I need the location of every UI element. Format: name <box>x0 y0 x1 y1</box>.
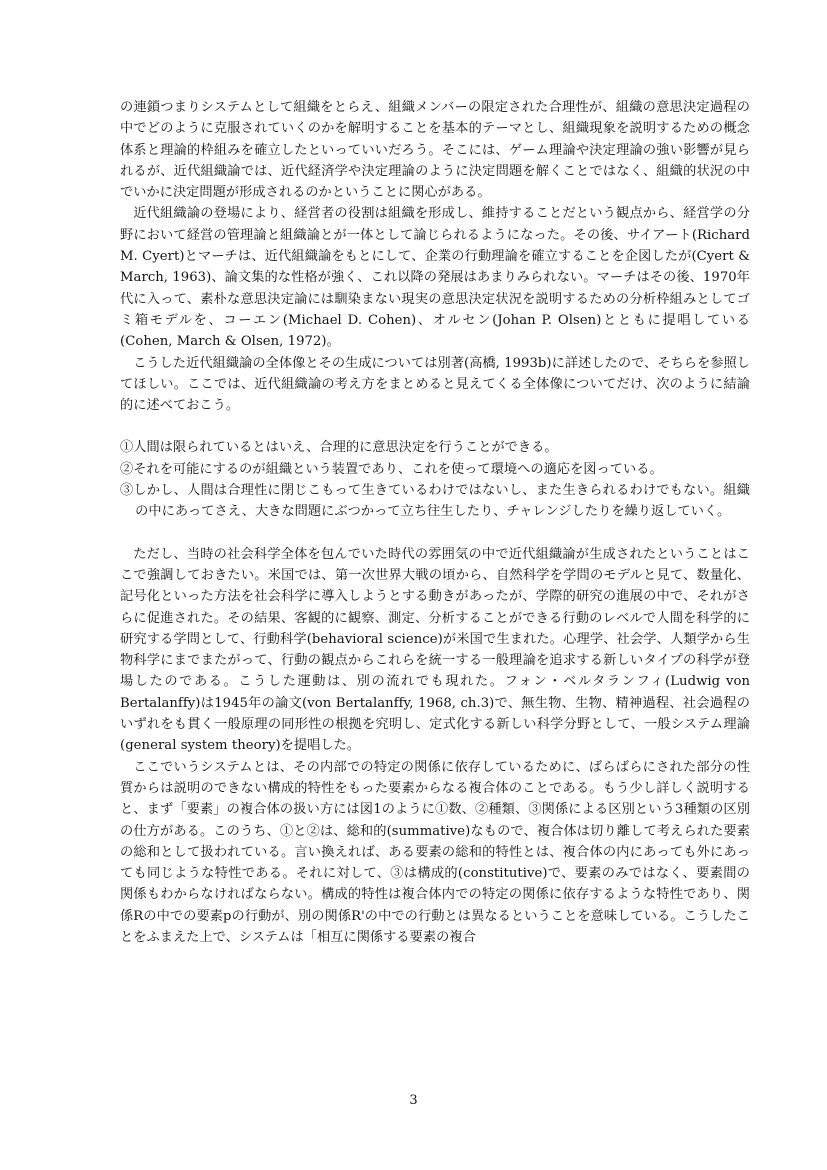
paragraph-1: の連鎖つまりシステムとして組織をとらえ、組織メンバーの限定された合理性が、組織の意思決定過程の中でどのように克服されていくのかを解明することを基本的テーマとし、組織現象を説明するための概念体系と理論的枠組みを確立したといっていいだろう。そこには、ゲーム理論や決定理論の強い影響が見られるが、近代組織論では、近代経済学や決定理論のように決定問題を解くことではなく、組織的状況の中でいかに決定問題が形成されるのかということに関心がある。 <box>120 100 750 201</box>
paragraph-5: ここでいうシステムとは、その内部での特定の関係に依存しているために、ばらばらにされた部分の性質からは説明のできない構成的特性をもった要素からなる複合体のことである。もう少し詳しく説明すると、まず「要素」の複合体の扱い方には図1のように①数、②種類、③関係による区別という3種類の区別の仕方がある。このうち、①と②は、総和的(summative)なもので、複合体は切り離して考えられた要素の総和として扱われている。言い換えれば、ある要素の総和的特性とは、複合体の内にあっても外にあっても同じような特性である。それに対して、③は構成的(constitutive)で、要素のみではなく、要素間の関係もわからなければならない。構成的特性は複合体内での特定の関係に依存するような特性であり、関係Rの中での要素pの行動が、別の関係R'の中での行動とは異なるということを意味している。こうしたことをふまえた上で、システムは「相互に関係する要素の複合 <box>120 759 750 945</box>
list-item-2: ②それを可能にするのが組織という装置であり、これを使って環境への適応を図っている。 <box>120 461 663 477</box>
spacer <box>120 416 750 437</box>
paragraph-2: 近代組織論の登場により、経営者の役割は組織を形成し、維持することだという観点から、経営学の分野において経営の管理論と組織論とが一体として論じられるようになった。その後、サイアート(Richard M. Cyert)とマーチは、近代組織論をもとにして、企業の行動理論を確立することを企図したが(Cyert & March, 1963)、論文集的な性格が強く、これ以降の発展はあまりみられない。マーチはその後、1970年代に入って、素朴な意思決定論には馴染まない現実の意思決定状況を説明するための分析枠組みとしてゴミ箱モデルを、コーエン(Michael D. Cohen)、オルセン(Johan P. Olsen)とともに提唱している(Cohen, March & Olsen, 1972)。 <box>120 206 750 350</box>
body-text <box>120 97 750 948</box>
spacer <box>120 523 750 544</box>
list-item-1: ①人間は限られているとはいえ、合理的に意思決定を行うことができる。 <box>120 440 558 456</box>
conclusion-list <box>120 437 750 522</box>
paragraph-4: ただし、当時の社会科学全体を包んでいた時代の雰囲気の中で近代組織論が生成されたということはここで強調しておきたい。米国では、第一次世界大戦の頃から、自然科学を学問のモデルと見て、数量化、記号化といった方法を社会科学に導入しようとする動きがあったが、学際的研究の進展の中で、それがさらに促進された。その結果、客観的に観察、測定、分析することができる行動のレベルで人間を科学的に研究する学問として、行動科学(behavioral science)が米国で生まれた。心理学、社会学、人類学から生物科学にまでまたがって、行動の観点からこれらを統一する一般理論を追求する新しいタイプの科学が登場したのである。こうした運動は、別の流れでも現れた。フォン・ベルタランフィ(Ludwig von Bertalanffy)は1945年の論文(von Bertalanffy, 1968, ch.3)で、無生物、生物、精神過程、社会過程のいずれをも貫く一般原理の同形性の根拠を究明し、定式化する新しい科学分野として、一般システム理論(general system theory)を提唱した。 <box>120 546 750 754</box>
list-item-3: ③しかし、人間は合理性に閉じこもって生きているわけではないし、また生きられるわけでもない。組織の中にあってさえ、大きな問題にぶつかって立ち往生したり、チャレンジしたりを繰り返していく。 <box>120 483 750 520</box>
page-number: 3 <box>409 1093 418 1108</box>
paragraph-3: こうした近代組織論の全体像とその生成については別著(高橋, 1993b)に詳述したので、そちらを参照してほしい。ここでは、近代組織論の考え方をまとめると見えてくる全体像についてだけ、次のように結論的に述べておこう。 <box>120 355 750 414</box>
